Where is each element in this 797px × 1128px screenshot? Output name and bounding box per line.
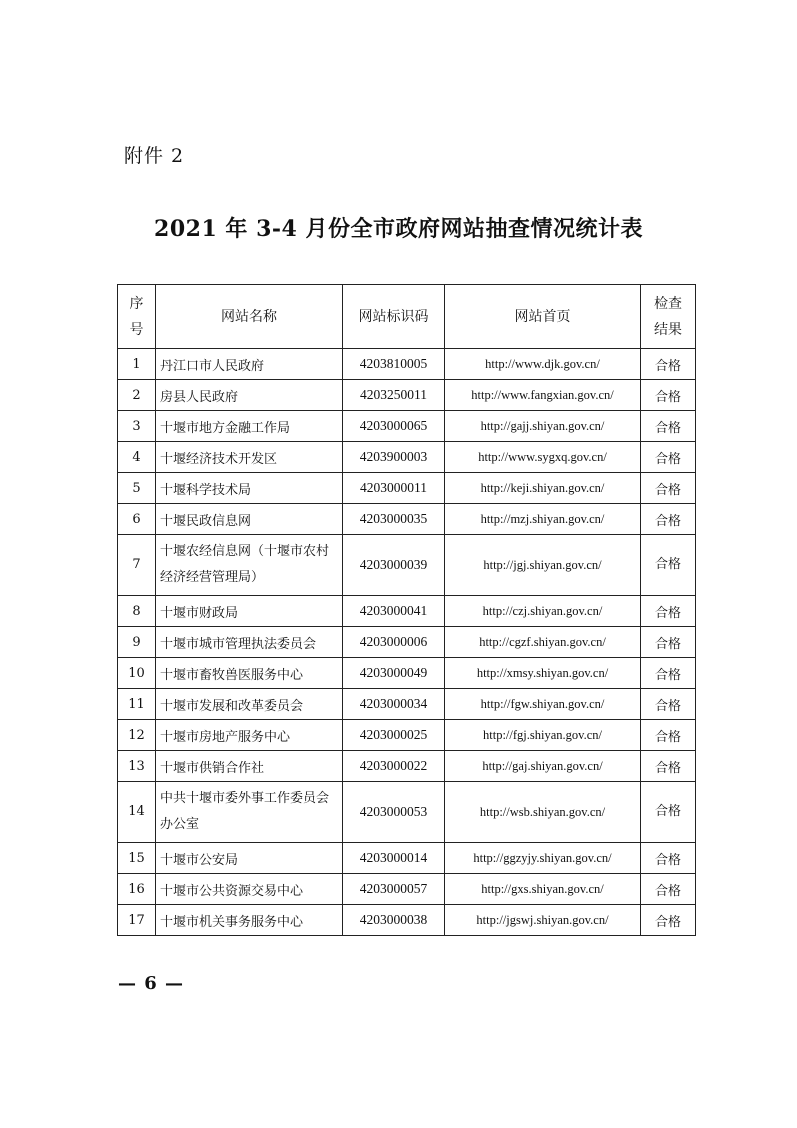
cell-no: 3: [118, 411, 156, 442]
cell-no: 9: [118, 627, 156, 658]
table-row: [118, 843, 696, 874]
cell-result: 合格: [641, 720, 696, 751]
cell-result: 合格: [641, 473, 696, 504]
cell-homepage[interactable]: http://cgzf.shiyan.gov.cn/: [445, 627, 641, 658]
cell-site-id: 4203000057: [343, 874, 445, 905]
cell-no: 16: [118, 874, 156, 905]
attachment-label: 附件 2: [124, 145, 185, 167]
cell-site-name: 十堰市机关事务服务中心: [156, 905, 343, 936]
cell-no: 5: [118, 473, 156, 504]
table-row: [118, 874, 696, 905]
page-number: — 6 —: [118, 973, 185, 994]
table-row: [118, 473, 696, 504]
table-row: [118, 442, 696, 473]
table-row: [118, 380, 696, 411]
cell-site-name: 十堰市畜牧兽医服务中心: [156, 658, 343, 689]
cell-site-name: 十堰市财政局: [156, 596, 343, 627]
cell-site-name: 十堰市公共资源交易中心: [156, 874, 343, 905]
cell-no: 8: [118, 596, 156, 627]
cell-homepage[interactable]: http://wsb.shiyan.gov.cn/: [445, 782, 641, 843]
table-row: [118, 535, 696, 596]
cell-site-id: 4203000022: [343, 751, 445, 782]
cell-result: 合格: [641, 596, 696, 627]
cell-no: 13: [118, 751, 156, 782]
cell-site-id: 4203250011: [343, 380, 445, 411]
cell-result: 合格: [641, 751, 696, 782]
cell-result: 合格: [641, 658, 696, 689]
cell-homepage[interactable]: http://www.djk.gov.cn/: [445, 349, 641, 380]
cell-site-name: 十堰市公安局: [156, 843, 343, 874]
table-row: [118, 349, 696, 380]
cell-result: 合格: [641, 349, 696, 380]
table-row: [118, 627, 696, 658]
table-row: [118, 411, 696, 442]
cell-site-id: 4203000038: [343, 905, 445, 936]
cell-no: 10: [118, 658, 156, 689]
cell-homepage[interactable]: http://gaj.shiyan.gov.cn/: [445, 751, 641, 782]
cell-result: 合格: [641, 905, 696, 936]
cell-site-name: 十堰市城市管理执法委员会: [156, 627, 343, 658]
header-homepage: 网站首页: [445, 285, 641, 349]
cell-no: 11: [118, 689, 156, 720]
cell-site-name: 房县人民政府: [156, 380, 343, 411]
cell-site-name: 十堰科学技术局: [156, 473, 343, 504]
cell-homepage[interactable]: http://ggzyjy.shiyan.gov.cn/: [445, 843, 641, 874]
cell-site-name: 十堰民政信息网: [156, 504, 343, 535]
header-result: [641, 285, 696, 349]
cell-site-id: 4203000014: [343, 843, 445, 874]
cell-result: 合格: [641, 504, 696, 535]
cell-site-name: 十堰市房地产服务中心: [156, 720, 343, 751]
cell-no: 14: [118, 782, 156, 843]
cell-site-name: 丹江口市人民政府: [156, 349, 343, 380]
cell-site-id: 4203000049: [343, 658, 445, 689]
cell-no: 6: [118, 504, 156, 535]
cell-site-id: 4203000011: [343, 473, 445, 504]
cell-homepage[interactable]: http://fgj.shiyan.gov.cn/: [445, 720, 641, 751]
cell-site-id: 4203000039: [343, 535, 445, 596]
cell-result: 合格: [641, 874, 696, 905]
header-serial-line2: 号: [129, 321, 144, 338]
cell-result: 合格: [641, 782, 696, 843]
cell-site-id: 4203000065: [343, 411, 445, 442]
table-row: [118, 905, 696, 936]
cell-no: 2: [118, 380, 156, 411]
table-row: [118, 504, 696, 535]
cell-site-id: 4203000034: [343, 689, 445, 720]
cell-no: 1: [118, 349, 156, 380]
header-result-line1: 检查: [654, 295, 682, 312]
cell-site-id: 4203000035: [343, 504, 445, 535]
cell-result: 合格: [641, 380, 696, 411]
cell-result: 合格: [641, 442, 696, 473]
cell-site-id: 4203000041: [343, 596, 445, 627]
header-serial-number: [118, 285, 156, 349]
cell-site-id: 4203000006: [343, 627, 445, 658]
cell-site-name: 十堰市供销合作社: [156, 751, 343, 782]
cell-no: 7: [118, 535, 156, 596]
table-row: [118, 596, 696, 627]
cell-no: 12: [118, 720, 156, 751]
cell-homepage[interactable]: http://czj.shiyan.gov.cn/: [445, 596, 641, 627]
cell-no: 4: [118, 442, 156, 473]
cell-homepage[interactable]: http://xmsy.shiyan.gov.cn/: [445, 658, 641, 689]
cell-site-id: 4203000053: [343, 782, 445, 843]
cell-result: 合格: [641, 843, 696, 874]
header-serial-line1: 序: [129, 295, 144, 312]
cell-result: 合格: [641, 535, 696, 596]
cell-site-id: 4203000025: [343, 720, 445, 751]
cell-result: 合格: [641, 627, 696, 658]
header-result-line2: 结果: [654, 321, 682, 338]
table-row: [118, 782, 696, 843]
cell-site-name: 十堰市地方金融工作局: [156, 411, 343, 442]
cell-site-id: 4203810005: [343, 349, 445, 380]
cell-result: 合格: [641, 689, 696, 720]
cell-homepage[interactable]: http://www.sygxq.gov.cn/: [445, 442, 641, 473]
website-inspection-table: [117, 284, 696, 936]
cell-homepage[interactable]: http://www.fangxian.gov.cn/: [445, 380, 641, 411]
table-header-row: [118, 285, 696, 349]
table-row: [118, 689, 696, 720]
cell-site-name: 十堰经济技术开发区: [156, 442, 343, 473]
page-title: 2021 年 3-4 月份全市政府网站抽查情况统计表: [154, 216, 643, 242]
cell-homepage[interactable]: http://mzj.shiyan.gov.cn/: [445, 504, 641, 535]
table-row: [118, 658, 696, 689]
table-row: [118, 751, 696, 782]
cell-result: 合格: [641, 411, 696, 442]
cell-homepage[interactable]: http://jgj.shiyan.gov.cn/: [445, 535, 641, 596]
cell-homepage[interactable]: http://keji.shiyan.gov.cn/: [445, 473, 641, 504]
cell-no: 17: [118, 905, 156, 936]
cell-homepage[interactable]: http://fgw.shiyan.gov.cn/: [445, 689, 641, 720]
cell-site-name: 十堰农经信息网（十堰市农村经济经营管理局）: [156, 535, 343, 596]
cell-homepage[interactable]: http://jgswj.shiyan.gov.cn/: [445, 905, 641, 936]
header-site-id: 网站标识码: [343, 285, 445, 349]
table-row: [118, 720, 696, 751]
header-site-name: 网站名称: [156, 285, 343, 349]
cell-homepage[interactable]: http://gajj.shiyan.gov.cn/: [445, 411, 641, 442]
cell-site-name: 中共十堰市委外事工作委员会办公室: [156, 782, 343, 843]
cell-site-name: 十堰市发展和改革委员会: [156, 689, 343, 720]
cell-no: 15: [118, 843, 156, 874]
cell-homepage[interactable]: http://gxs.shiyan.gov.cn/: [445, 874, 641, 905]
cell-site-id: 4203900003: [343, 442, 445, 473]
